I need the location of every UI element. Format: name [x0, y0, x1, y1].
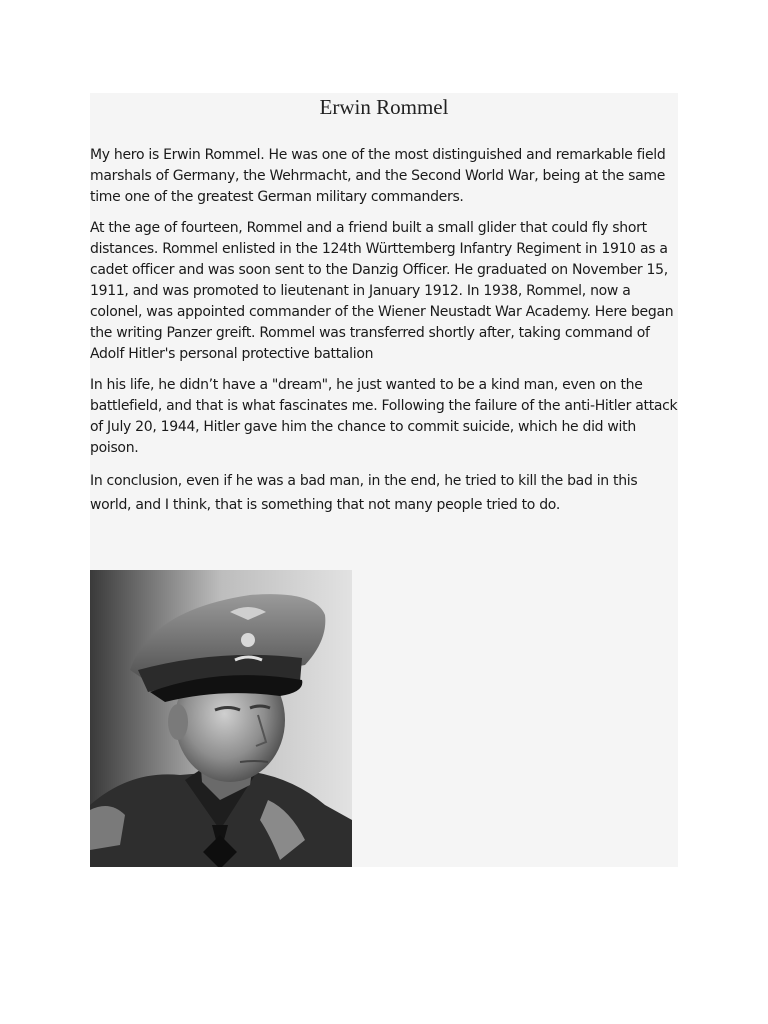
- document-content: [90, 93, 678, 867]
- paragraph-intro: My hero is Erwin Rommel. He was one of the most distinguished and remarkable field marshals of Germany, the Wehrmacht, and the Second World War, being at the same time one of the greatest German military commanders.: [90, 147, 666, 205]
- document-title: Erwin Rommel: [319, 95, 449, 119]
- paragraph-conclusion: In conclusion, even if he was a bad man, in the end, he tried to kill the bad in this world, and I think, that is something that not many people tried to do.: [90, 473, 638, 513]
- document-body: [90, 145, 678, 527]
- portrait-photo: [90, 570, 352, 867]
- paragraph-early-life: At the age of fourteen, Rommel and a friend built a small glider that could fly short distances. Rommel enlisted in the 124th Württemberg Infantry Regiment in 1910 as a cadet officer and was soon sent to the Danzig Officer. He graduated on November 15, 1911, and was promoted to lieutenant in January 1912. In 1938, Rommel, now a colonel, was appointed commander of the Wiener Neustadt War Academy. Here began the writing Panzer greift. Rommel was transferred shortly after, taking command of Adolf Hitler's personal protective battalion: [90, 220, 674, 362]
- paragraph-life: In his life, he didn’t have a "dream", he just wanted to be a kind man, even on the battlefield, and that is what fascinates me. Following the failure of the anti-Hitler attack of July 20, 1944, Hitler gave him the chance to commit suicide, which he did with poison.: [90, 377, 678, 456]
